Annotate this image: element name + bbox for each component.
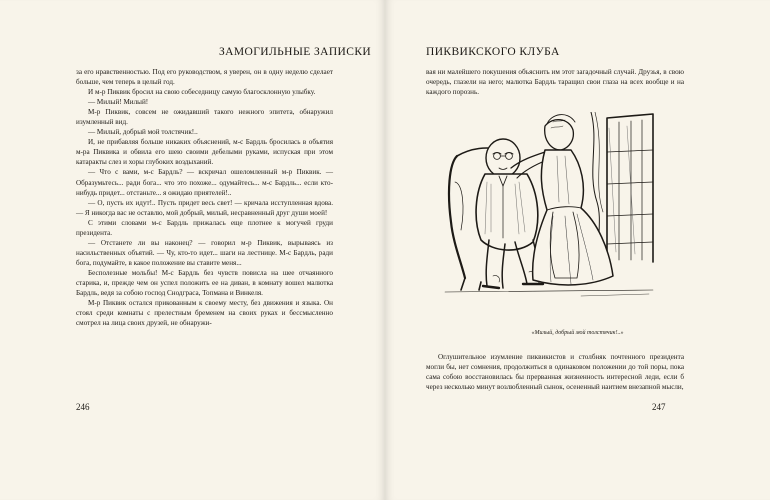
paragraph: — О, пусть их идут!.. Пусть придет весь свет! — кричала исступленная вдова. — Я никогда вас не оставлю, мой добрый, милый, несравненный друг души моей! bbox=[76, 198, 333, 217]
paragraph: за его нравственностью. Под его руководством, я уверен, он в одну неделю сделает больше, чем теперь в целый год. bbox=[76, 68, 333, 87]
paragraph: С этими словами м-с Бардль прижалась еще плотнее к могучей груди президента. bbox=[76, 218, 333, 237]
paragraph: — Милый! Милый! bbox=[88, 98, 149, 107]
illustration-pickwick-bardell bbox=[441, 112, 657, 302]
left-page-text bbox=[76, 67, 333, 328]
illustration-caption: «Милый, добрый мой толстячик!..» bbox=[531, 330, 624, 336]
paragraph: — Что с вами, м-с Бардль? — вскричал ошеломленный м-р Пиквик. — Образумьтесь... ради бога... что это похоже... одумайтесь... м-с Бардль... если кто-нибудь придет... отстаньте... я ожидаю приятелей!.. bbox=[76, 168, 333, 197]
paragraph: И, не прибавляя больше никаких объяснений, м-с Бардль бросилась в объятия м-ра Пиквика и обвила его шею своими дебелыми руками, испуская при этом катаракты слез и хоры глубоких воздыханий. bbox=[76, 138, 333, 167]
paragraph: М-р Пиквик, совсем не ожидавший такого нежного эпитета, обнаружил изумленный вид. bbox=[76, 108, 333, 127]
right-page-top-text bbox=[426, 67, 684, 97]
paragraph: — Милый, добрый мой толстячик!.. bbox=[88, 128, 198, 137]
paragraph: Оглушительное изумление пиквикистов и столбняк почтенного президента могли бы, нет сомнения, продолжиться в одинаковом положении до той поры, пока сама собою восстановилась бы прерванная жизненность интересной леди, если б через несколько минут возлюбленный сынок, осененный наитием внезапной мысли, bbox=[426, 353, 684, 392]
page-number-right: 247 bbox=[652, 402, 666, 412]
paragraph: М-р Пиквик остался прикованным к своему месту, без движения и языка. Он стоял среди комнаты с прелестным бременем на своих руках и бессмысленно смотрел на лица своих друзей, не обнаружи- bbox=[76, 299, 333, 328]
right-page-bottom-text bbox=[426, 352, 684, 392]
page-number-left: 246 bbox=[76, 402, 90, 412]
paragraph: И м-р Пиквик бросил на свою собеседницу самую благосклонную улыбку. bbox=[88, 88, 316, 97]
paragraph: — Отстанете ли вы наконец? — говорил м-р Пиквик, вырываясь из насильственных объятий. — Чу, кто-то идет... шаги на лестнице. М-с Бардль, ради бога, подумайте, в какое положение вы ставите меня... bbox=[76, 238, 333, 267]
running-head-right: ПИКВИКСКОГО КЛУБА bbox=[426, 46, 560, 58]
running-head-left: ЗАМОГИЛЬНЫЕ ЗАПИСКИ bbox=[219, 46, 372, 58]
paragraph: вая ни малейшего покушения объяснить им этот загадочный случай. Друзья, в свою очередь, глазели на него; малютка Бардль таращил свои глаза на всех вообще и на каждого порознь. bbox=[426, 68, 684, 97]
paragraph: Бесполезные мольбы! М-с Бардль без чувств повисла на шее отчаянного старика, и, прежде чем он успел положить ее на диван, в комнату вошел малютка Бардль, ведя за собою господ Снодграса, Топмана и Винкеля. bbox=[76, 268, 333, 298]
right-page bbox=[385, 0, 770, 500]
